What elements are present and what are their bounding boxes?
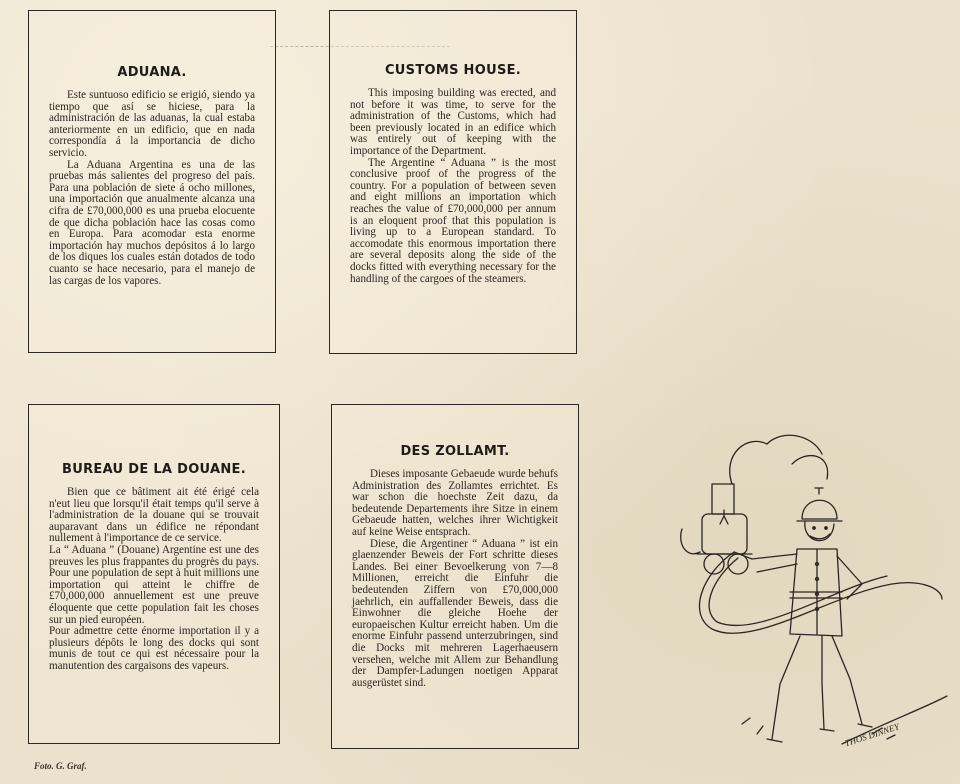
panel-spanish: [28, 10, 276, 353]
photo-credit: Foto. G. Graf.: [34, 761, 87, 771]
helmet: [802, 500, 837, 519]
paragraph: Dieses imposante Gebaeude wurde behufs Administration des Zollamtes errichtet. Es war schon die hoechste Zeit dazu, da bedeutende Departements ihre Sitze in einem Gebaeude hatten, welches ihrer Wichtigkeit auf keine Weise entsprach.: [352, 468, 558, 538]
panel-title: DES ZOLLAMT.: [400, 444, 510, 459]
paragraph: This imposing building was erected, and not before it was time, to serve for the administration of the Customs, which had been previously located in an edifice which was entirely out of keeping with the importance of the Department.: [350, 87, 556, 157]
paragraph: La Aduana Argentina es una de las pruebas más salientes del progreso del país. Para una población de siete á ocho millones, una importación que anualmente alcanza una cifra de £70,000,000 es una prueba elocuente de que dicha población hace las cosas como en Europa. Para acomodar esta enorme importación hay muchos depósitos á lo largo de los diques los cuales están dotados de todo cuanto se hace necesario, para el manejo de las cargas de los vapores.: [49, 158, 255, 287]
paragraph: Este suntuoso edificio se erigió, siendo ya tiempo que así se hiciese, para la administración de las aduanas, la cual estaba anteriormente en un edificio, que en nada correspondía á la importancia de dicho servicio.: [49, 89, 255, 159]
panel-german: [331, 404, 579, 749]
panel-french: [28, 404, 280, 744]
panel-english: [329, 10, 577, 354]
paragraph: La “ Aduana ” (Douane) Argentine est une des preuves les plus frappantes du progrès du pays. Pour une population de sept à huit millions une importation qui atteint le chiffre de £70,000,000 annuellement est une preuve éloquente que cette population fait les choses sur un pied européen.: [49, 543, 259, 626]
panel-title: CUSTOMS HOUSE.: [384, 63, 522, 78]
panel-title: ADUANA.: [117, 65, 187, 80]
paragraph: Bien que ce bâtiment ait été érigé cela n'eut lieu que lorsqu'il était temps qu'il serve à l'administration de la douane qui se trouvait auparavant dans un édifice ne répondant nullement à l'importance de ce service.: [49, 486, 259, 545]
paragraph: Pour admettre cette énorme importation il y a plusieurs dépôts le long des docks qui sont munis de tout ce qui est nécessaire pour la manutention des cargaisons des vapeurs.: [49, 625, 259, 672]
hose: [699, 552, 942, 633]
paragraph: Diese, die Argentiner “ Aduana ” ist ein glaenzender Beweis der Fort schritte dieses Landes. Bei einer Bevoelkerung von 7—8 Millionen, erreicht die Einfuhr die bedeutenden Ziffern von £70,000,000 jaehrlich, ein auffallender Beweis, dass die Einwohner die gleiche Hoehe der europaeischen Kultur erreicht haben. Um die enorme Einfuhr passend unterzubringen, sind die Docks mit mehreren Lagerhaeusern versehen, welche mit Allem zur Behandlung der Dampfer-Ladungen noetigen Apparat ausgerüstet sind.: [352, 537, 558, 689]
policeman-illustration: [672, 424, 957, 754]
steam-cloud: [730, 435, 822, 484]
locomotive-icon: [681, 484, 752, 574]
paragraph: The Argentine “ Aduana ” is the most conclusive proof of the progress of the country. For a population of between seven and eight millions an importation which reaches the value of £70,000,000 per annum is an eloquent proof that this population is living up to a European standard. To accomodate this enormous importation there are several deposits along the side of the docks fitted with everything necessary for the handling of the cargoes of the steamers.: [350, 156, 556, 285]
panel-title: BUREAU DE LA DOUANE.: [62, 462, 246, 477]
artist-signature: THOS DINNEY: [843, 721, 901, 749]
